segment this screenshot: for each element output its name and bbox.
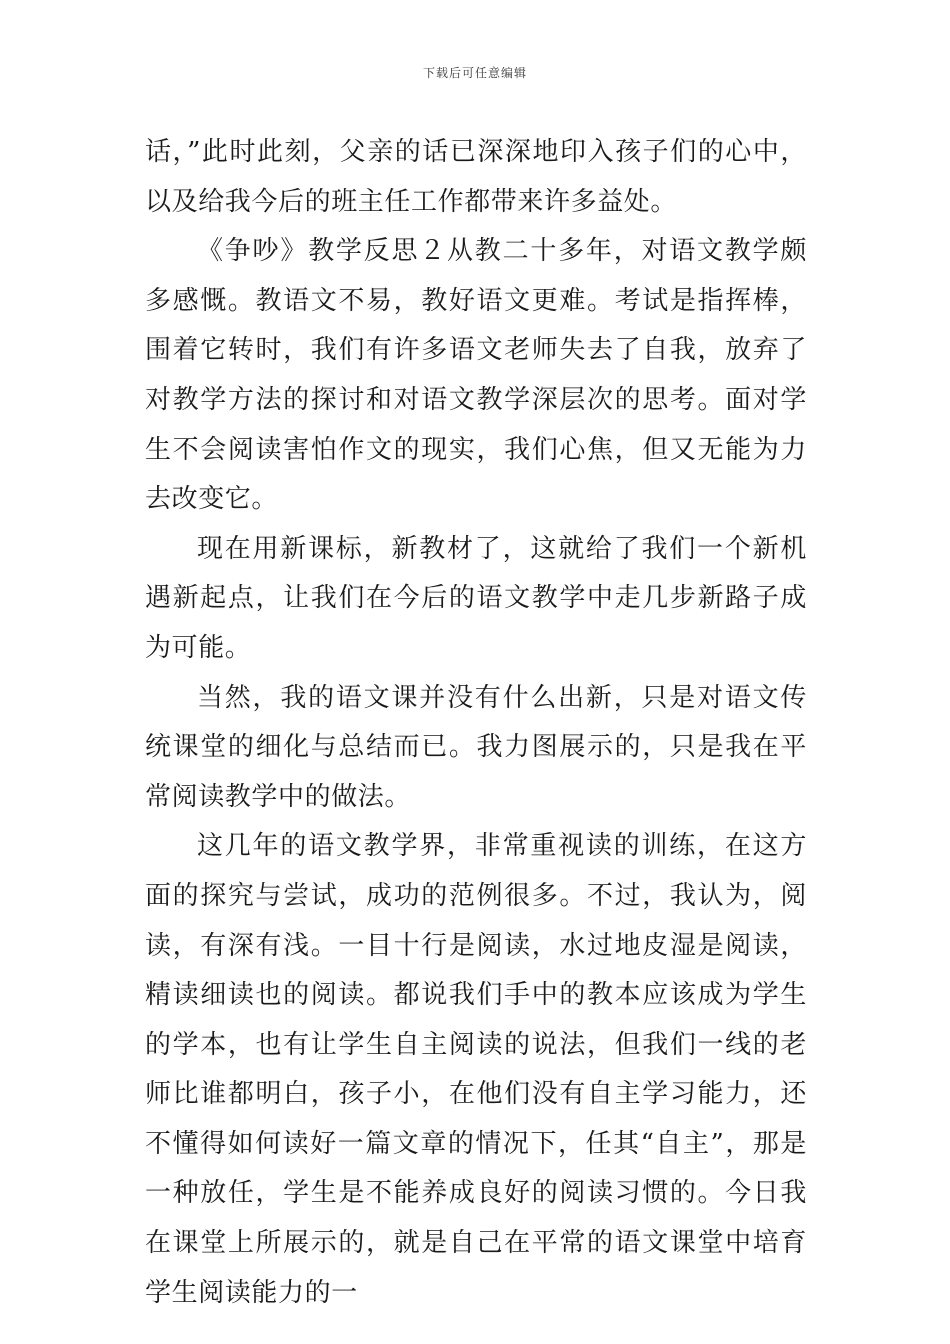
page-header-note: 下载后可任意编辑: [422, 66, 527, 80]
document-body: [145, 128, 807, 1318]
paragraph-3: 现在用新课标，新教材了，这就给了我们一个新机遇新起点，让我们在今后的语文教学中走几步新路子成为可能。: [145, 533, 807, 663]
paragraph-1: 话，”此时此刻，父亲的话已深深地印入孩子们的心中，以及给我今后的班主任工作都带来许多益处。: [145, 137, 807, 217]
paragraph-4: 当然，我的语文课并没有什么出新，只是对语文传统课堂的细化与总结而已。我力图展示的，只是我在平常阅读教学中的做法。: [145, 682, 807, 812]
paragraph-5: 这几年的语文教学界，非常重视读的训练，在这方面的探究与尝试，成功的范例很多。不过，我认为，阅读，有深有浅。一目十行是阅读，水过地皮湿是阅读，精读细读也的阅读。都说我们手中的教本应该成为学生的学本，也有让学生自主阅读的说法，但我们一线的老师比谁都明白，孩子小，在他们没有自主学习能力，还不懂得如何读好一篇文章的情况下，任其“自主”，那是一种放任，学生是不能养成良好的阅读习惯的。今日我在课堂上所展示的，就是自己在平常的语文课堂中培育学生阅读能力的一: [145, 831, 807, 1308]
paragraph-2: 《争吵》教学反思２从教二十多年，对语文教学颇多感慨。教语文不易，教好语文更难。考试是指挥棒，围着它转时，我们有许多语文老师失去了自我，放弃了对教学方法的探讨和对语文教学深层次的思考。面对学生不会阅读害怕作文的现实，我们心焦，但又无能为力去改变它。: [145, 236, 807, 515]
